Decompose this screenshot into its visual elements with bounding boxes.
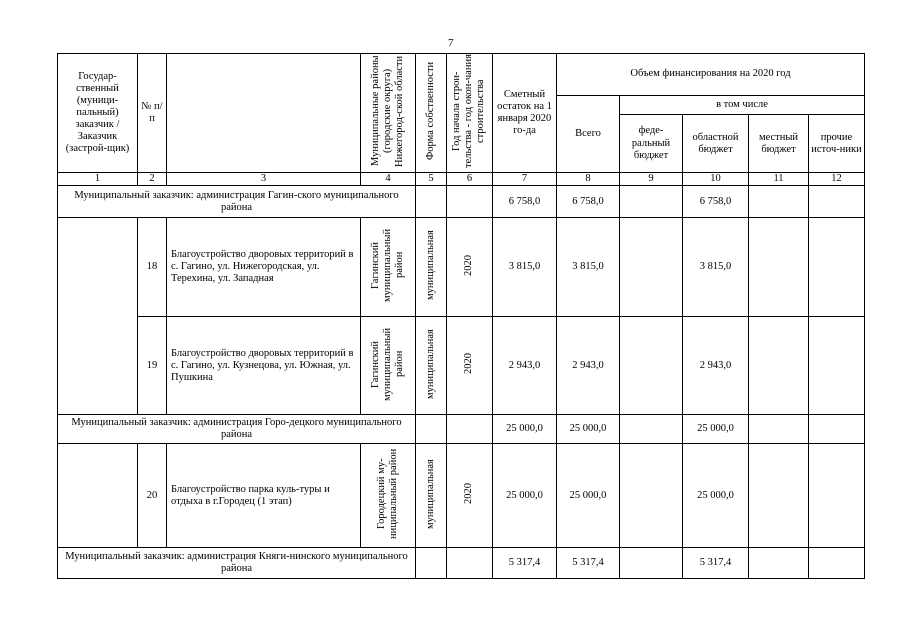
- item-district: [361, 218, 416, 317]
- group-title: Муниципальный заказчик: администрация Гагин-ского муниципального района: [58, 186, 416, 218]
- header-ownership-text: Форма собственности: [424, 61, 436, 161]
- group-regional: 25 000,0: [683, 415, 749, 444]
- group-estimate: 5 317,4: [493, 548, 557, 579]
- item-year: [447, 444, 493, 548]
- col-number: 6: [447, 173, 493, 186]
- col-number: 11: [749, 173, 809, 186]
- item-num: 18: [138, 218, 167, 317]
- group-estimate: 25 000,0: [493, 415, 557, 444]
- item-ownership-text: муниципальная: [424, 458, 436, 529]
- table-row: [58, 317, 865, 415]
- col-number: 3: [167, 173, 361, 186]
- col-number: 9: [620, 173, 683, 186]
- header-num: № п/п: [138, 54, 167, 173]
- item-district: [361, 317, 416, 415]
- header-districts-text: Муниципальные районы (городские округа) Нижегород-ской области: [369, 55, 406, 167]
- group-total: 25 000,0: [557, 415, 620, 444]
- table-row: [58, 218, 865, 317]
- header-ownership: [416, 54, 447, 173]
- header-name: [167, 54, 361, 173]
- group-estimate: 6 758,0: [493, 186, 557, 218]
- item-ownership-text: муниципальная: [424, 328, 436, 399]
- item-year-text: 2020: [463, 254, 475, 276]
- group-row: [58, 548, 865, 579]
- customer-cell: [58, 444, 138, 548]
- group-title: Муниципальный заказчик: администрация Княги-нинского муниципального района: [58, 548, 416, 579]
- group-regional: 5 317,4: [683, 548, 749, 579]
- item-ownership: [416, 218, 447, 317]
- group-title: Муниципальный заказчик: администрация Горо-децкого муниципального района: [58, 415, 416, 444]
- item-regional: 2 943,0: [683, 317, 749, 415]
- item-year-text: 2020: [463, 483, 475, 505]
- header-other: прочие источ-ники: [809, 115, 865, 173]
- item-ownership-text: муниципальная: [424, 230, 436, 301]
- header-financing: Объем финансирования на 2020 год: [557, 54, 865, 96]
- header-federal: феде-ральный бюджет: [620, 115, 683, 173]
- item-district-text: Гагинский муниципальный район: [369, 228, 406, 302]
- item-name: Благоустройство дворовых территорий в с. Гагино, ул. Нижегородская, ул. Терехина, ул. Западная: [167, 218, 361, 317]
- item-ownership: [416, 317, 447, 415]
- group-total: 5 317,4: [557, 548, 620, 579]
- col-number: 4: [361, 173, 416, 186]
- item-district-text: Гагинский муниципальный район: [369, 327, 406, 401]
- item-regional: 25 000,0: [683, 444, 749, 548]
- financing-table: [57, 53, 865, 579]
- item-district: [361, 444, 416, 548]
- item-total: 3 815,0: [557, 218, 620, 317]
- item-year: [447, 218, 493, 317]
- item-num: 19: [138, 317, 167, 415]
- group-regional: 6 758,0: [683, 186, 749, 218]
- group-row: [58, 186, 865, 218]
- item-ownership: [416, 444, 447, 548]
- item-name: Благоустройство парка куль-туры и отдыха в г.Городец (1 этап): [167, 444, 361, 548]
- header-customer: Государ-ственный (муници-пальный) заказчик / Заказчик (застрой-щик): [58, 54, 138, 173]
- page-number: 7: [448, 37, 454, 49]
- header-estimate: Сметный остаток на 1 января 2020 го-да: [493, 54, 557, 173]
- item-year: [447, 317, 493, 415]
- item-total: 2 943,0: [557, 317, 620, 415]
- item-estimate: 3 815,0: [493, 218, 557, 317]
- header-local: местный бюджет: [749, 115, 809, 173]
- col-number: 5: [416, 173, 447, 186]
- col-number: 2: [138, 173, 167, 186]
- item-total: 25 000,0: [557, 444, 620, 548]
- header-years-text: Год начала строи-тельства - год окон-чания строительства: [451, 54, 487, 168]
- header-years: [447, 54, 493, 173]
- header-regional: областной бюджет: [683, 115, 749, 173]
- header-total: Всего: [557, 96, 620, 173]
- header-including: в том числе: [620, 96, 865, 115]
- col-number: 8: [557, 173, 620, 186]
- item-year-text: 2020: [463, 353, 475, 375]
- col-number: 1: [58, 173, 138, 186]
- group-row: [58, 415, 865, 444]
- column-numbers-row: [58, 173, 865, 186]
- header-districts: [361, 54, 416, 173]
- group-total: 6 758,0: [557, 186, 620, 218]
- col-number: 12: [809, 173, 865, 186]
- col-number: 10: [683, 173, 749, 186]
- item-estimate: 2 943,0: [493, 317, 557, 415]
- table-row: [58, 444, 865, 548]
- customer-cell: [58, 218, 138, 415]
- col-number: 7: [493, 173, 557, 186]
- item-regional: 3 815,0: [683, 218, 749, 317]
- item-estimate: 25 000,0: [493, 444, 557, 548]
- item-name: Благоустройство дворовых территорий в с. Гагино, ул. Кузнецова, ул. Южная, ул. Пушкина: [167, 317, 361, 415]
- item-district-text: Городецкий му-ниципальный район: [375, 448, 399, 539]
- item-num: 20: [138, 444, 167, 548]
